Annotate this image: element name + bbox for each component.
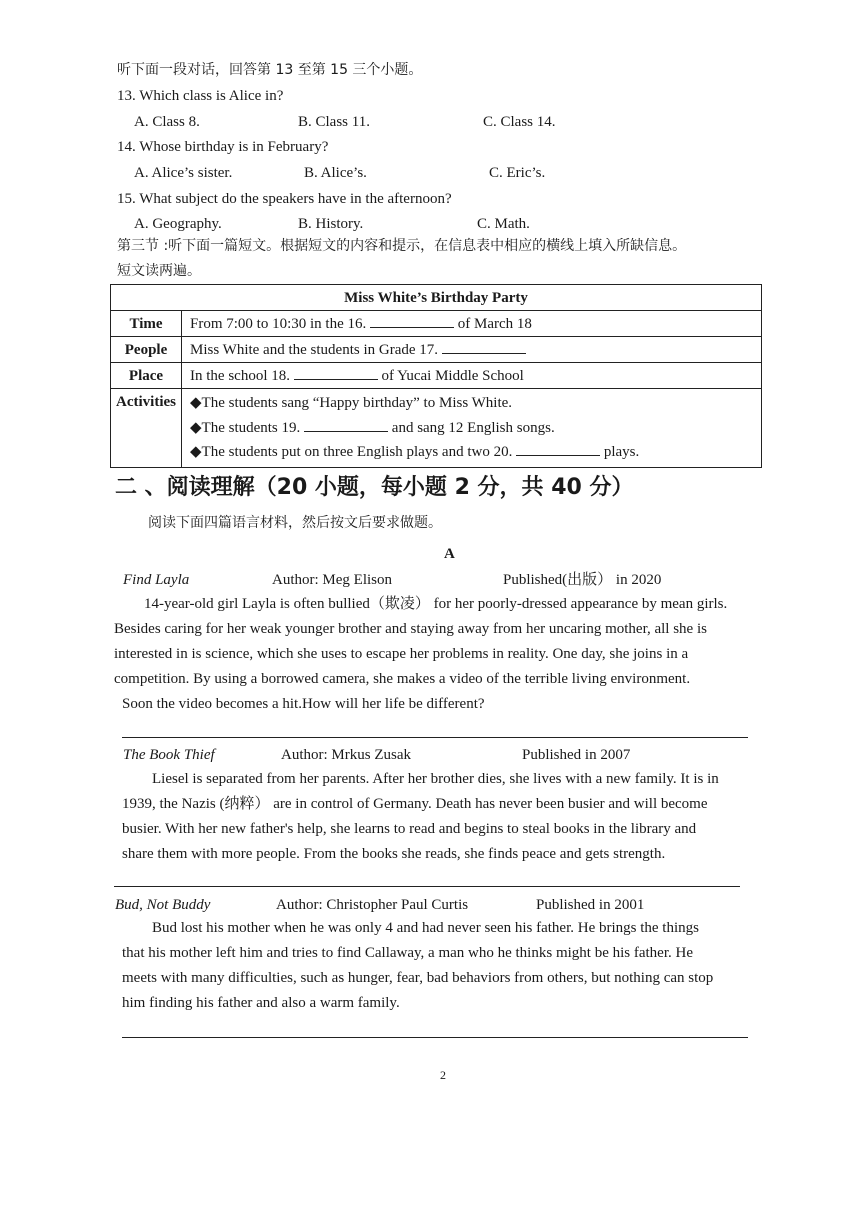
activity-item — [190, 440, 753, 465]
book-description-bud-not-buddy — [122, 916, 794, 1016]
activity-2-text: ◆The students 19. — [190, 419, 301, 436]
q14-option-a: A. Alice’s sister. — [134, 165, 233, 181]
reading-instruction: 阅读下面四篇语言材料，然后按文后要求做题。 — [148, 515, 442, 531]
book-author: Author: Christopher Paul Curtis — [276, 897, 469, 913]
question-15: 15. What subject do the speakers have in the afternoon? — [117, 191, 452, 207]
q15-option-a: A. Geography. — [134, 216, 222, 232]
book-author: Author: Meg Elison — [272, 572, 392, 588]
description-line: share them with more people. From the books she reads, she finds peace and gets strength. — [122, 846, 666, 862]
question-13: 13. Which class is Alice in? — [117, 88, 284, 104]
row-header-place: Place — [111, 363, 182, 389]
description-line: meets with many difficulties, such as hunger, fear, bad behaviors from others, but nothing can stop — [122, 970, 714, 986]
answer-blank-19[interactable] — [304, 419, 388, 432]
q15-option-c: C. Math. — [477, 216, 530, 232]
divider — [114, 886, 740, 887]
description-line: 14-year-old girl Layla is often bullied（欺凌） for her poorly-dressed appearance by mean girls. — [144, 596, 728, 612]
reading-section-title: 二 、阅读理解（20 小题，每小题 2 分，共 40 分） — [115, 475, 634, 500]
section3-instruction-line1: 第三节 :听下面一篇短文。根据短文的内容和提示，在信息表中相应的横线上填入所缺信息。 — [117, 238, 687, 254]
description-line: Besides caring for her weak younger brother and staying away from her uncaring mother, all she is — [114, 621, 707, 637]
book-published: Published in 2001 — [536, 897, 645, 913]
activity-item — [190, 391, 753, 416]
divider — [122, 737, 748, 738]
table-title: Miss White’s Birthday Party — [111, 285, 762, 311]
answer-blank-16[interactable] — [370, 315, 454, 328]
divider — [122, 1037, 748, 1038]
table-row-people — [111, 337, 762, 363]
listening-intro: 听下面一段对话，回答第 13 至第 15 三个小题。 — [117, 62, 423, 78]
place-text-after: of Yucai Middle School — [381, 367, 524, 384]
table-row-activities — [111, 389, 762, 468]
activity-3-text-after: plays. — [603, 444, 640, 460]
page-number: 2 — [440, 1068, 446, 1082]
q15-option-b: B. History. — [298, 216, 364, 232]
book-author: Author: Mrkus Zusak — [281, 747, 411, 763]
description-line: competition. By using a borrowed camera, she makes a video of the terrible living environment. — [114, 671, 691, 687]
q14-option-c: C. Eric’s. — [489, 165, 546, 181]
q13-option-c: C. Class 14. — [483, 114, 556, 130]
row-header-time: Time — [111, 311, 182, 337]
row-header-people: People — [111, 337, 182, 363]
q13-option-b: B. Class 11. — [298, 114, 370, 130]
q13-option-a: A. Class 8. — [134, 114, 200, 130]
row-content-activities — [182, 389, 762, 468]
answer-blank-18[interactable] — [294, 367, 378, 380]
row-content-people — [182, 337, 762, 363]
description-line: Bud lost his mother when he was only 4 and had never seen his father. He brings the things — [152, 920, 699, 936]
description-line: busier. With her new father's help, she learns to read and begins to steal books in the library and — [122, 821, 697, 837]
activity-3-text: ◆The students put on three English plays and two 20. — [190, 444, 513, 460]
book-title-the-book-thief: The Book Thief — [123, 747, 215, 763]
answer-blank-20[interactable] — [516, 443, 600, 456]
description-line: that his mother left him and tries to find Callaway, a man who he thinks might be his father. He — [122, 945, 693, 961]
book-description-find-layla — [114, 592, 786, 717]
description-line: him finding his father and also a warm family. — [122, 995, 400, 1011]
time-text: From 7:00 to 10:30 in the 16. — [190, 315, 367, 332]
answer-blank-17[interactable] — [442, 341, 526, 354]
time-text-after: of March 18 — [457, 315, 532, 332]
place-text: In the school 18. — [190, 367, 290, 384]
table-row-time — [111, 311, 762, 337]
section3-instruction-line2: 短文读两遍。 — [117, 263, 201, 279]
book-published: Published in 2007 — [522, 747, 631, 763]
activity-1-text: ◆The students sang “Happy birthday” to Miss White. — [190, 395, 513, 411]
people-text: Miss White and the students in Grade 17. — [190, 341, 439, 358]
passage-label: A — [444, 546, 455, 562]
book-title-find-layla: Find Layla — [123, 572, 190, 588]
row-header-activities: Activities — [111, 389, 182, 468]
activity-2-text-after: and sang 12 English songs. — [391, 419, 555, 436]
question-14: 14. Whose birthday is in February? — [117, 139, 329, 155]
book-description-the-book-thief — [122, 767, 794, 867]
q14-option-b: B. Alice’s. — [304, 165, 367, 181]
description-line: interested in is science, which she uses to escape her problems in reality. One day, she joins in a — [114, 646, 689, 662]
description-line: Soon the video becomes a hit.How will her life be different? — [122, 696, 485, 712]
description-line: Liesel is separated from her parents. After her brother dies, she lives with a new family. It is in — [152, 771, 719, 787]
book-published: Published(出版） in 2020 — [503, 572, 662, 588]
book-title-bud-not-buddy: Bud, Not Buddy — [115, 897, 211, 913]
birthday-party-info-table — [110, 284, 762, 468]
description-line: 1939, the Nazis (纳粹） are in control of Germany. Death has never been busier and will become — [122, 796, 708, 812]
table-row-place — [111, 363, 762, 389]
row-content-time — [182, 311, 762, 337]
activity-item — [190, 416, 753, 441]
row-content-place — [182, 363, 762, 389]
